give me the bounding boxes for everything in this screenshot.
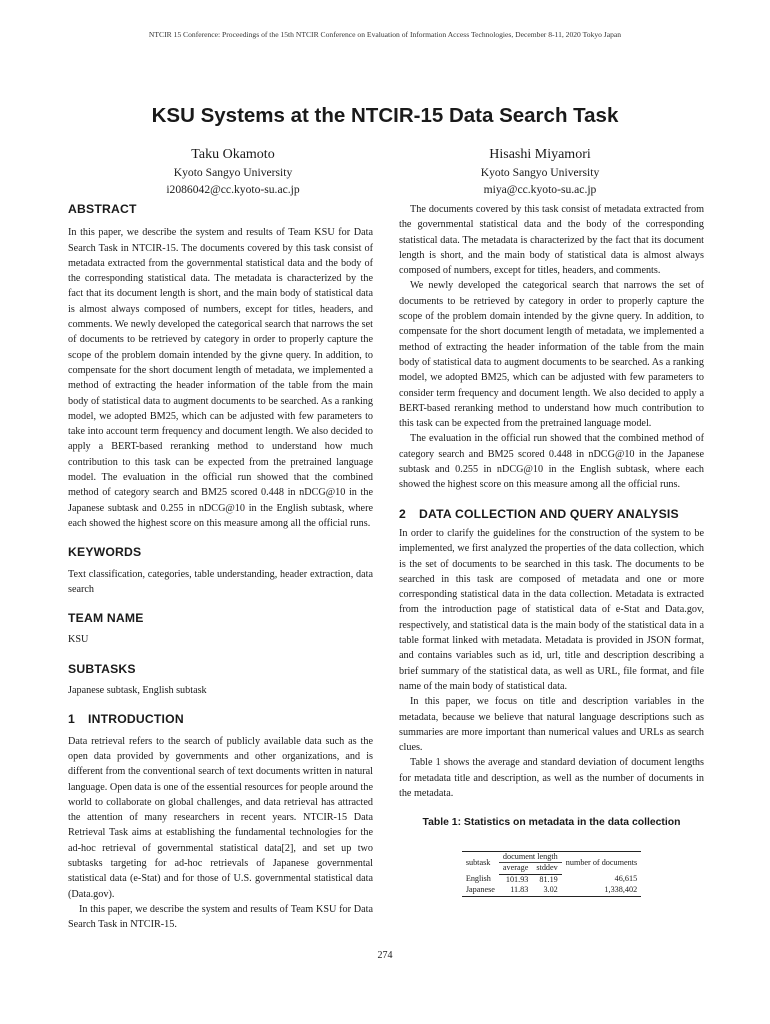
left-column <box>68 202 373 932</box>
running-header: NTCIR 15 Conference: Proceedings of the 15th NTCIR Conference on Evaluation of Information Access Technologies, December 8-11, 2020 Tokyo Japan <box>148 30 622 39</box>
team-name-heading: TEAM NAME <box>68 611 144 626</box>
introduction-paragraph: Data retrieval refers to the search of publicly available data such as the open data provided by governments and other organizations, and is different from the conventional search of text documents written in natural language. Open data is one of the essential resources for people around the world to collaborate on global challenges, and data retrieval has attracted the attention of many researchers in recent years. NTCIR-15 Data Retrieval Task aims at establishing the fundamental technologies for the ad-hoc retrieval of governmental statistical data[2], and set up two subtasks targeting for ad-hoc retrievals of Japanese governmental statistical data (e-Stat) and for those of U.S. governmental statistical data (Data.gov). <box>68 735 373 900</box>
table-cell-average: 101.93 <box>505 874 529 884</box>
author-name: Taku Okamoto <box>191 147 275 162</box>
abstract-text: In this paper, we describe the system and results of Team KSU for Data Search Task in NTCIR-15. The documents covered by this task consist of metadata extracted from the governmental statistical data and the body of the corresponding statistical data. The metadata is characterized by the fact that its document length is short, and the main body of statistical data is almost always composed of numbers, except for titles, headers, and comments. We newly developed the categorical search that narrows the set of documents to be retrieved by category in order to properly capture the scope of the problem domain intended by the givne query. In addition, to compensate for the short document length of metadata, we implemented a method of extracting the header information of the table from the main body of statistical data to augment documents to be searched. As a ranking model, we adopted BM25, which can be adjusted with few parameters to take into account term frequency and document length. We also decided to apply a BERT-based reranking method to understand how much contribution to this task can be expected from the pretrained language model. The evaluation in the official run showed that the combined method of category search and BM25 scored 0.448 in nDCG@10 in the Japanese subtask and 0.255 in nDCG@10 in the English subtask, where each showed the highest score on this measure among all the official runs. <box>68 227 373 529</box>
author-email: i2086042@cc.kyoto-su.ac.jp <box>166 183 300 196</box>
body-paragraph: Table 1 shows the average and standard deviation of document lengths for metadata title and description, as well as the number of documents in the metadata. <box>399 757 704 799</box>
author-name: Hisashi Miyamori <box>489 147 591 162</box>
table-header-document-length: document length <box>499 851 562 863</box>
table-row <box>462 885 641 896</box>
section-number: 2 <box>399 506 406 521</box>
body-paragraph: The documents covered by this task consist of metadata extracted from the governmental statistical data and the body of the corresponding statistical data. The metadata is characterized by the fact that its document length is short, and the main body of statistical data is almost always composed of numbers, except for titles, headers, and comments. <box>399 204 704 277</box>
table-row <box>462 874 641 885</box>
author-affiliation: Kyoto Sangyo University <box>480 166 600 179</box>
body-paragraph: In order to clarify the guidelines for the construction of the system to be implemented, we first analyzed the properties of the data collection, which is the set of documents to be searched in this task. The documents to be searched in this task are composed of metadata and one or more corresponding statistical data in the data collection. Metadata is extracted from the introduction page of statistical data of e-Stat and Data.gov, respectively, and statistical data is the main body of the statistical data in a table format linked with metadata. Metadata is provided in JSON format, and contains variables such as id, url, title and description describing a brief summary of the statistical data, as well as URL, file format, and file name of the main body of statistical data. <box>399 527 704 692</box>
section2-heading <box>399 507 704 522</box>
table-cell-average: 11.83 <box>499 885 532 896</box>
abstract-heading: ABSTRACT <box>68 202 137 216</box>
introduction-paragraph: In this paper, we describe the system and results of Team KSU for Data Search Task in NTCIR-15. <box>68 903 373 931</box>
subtasks-heading: SUBTASKS <box>68 661 136 676</box>
body-paragraph: In this paper, we focus on title and description variables in the metadata, because we believe that natural language descriptions such as summaries are more important than numerical values and URLs as search clues. <box>399 696 704 754</box>
page-number: 274 <box>377 950 393 961</box>
author-block-2 <box>390 146 690 198</box>
keywords-text: Text classification, categories, table understanding, header extraction, data search <box>68 568 373 595</box>
subtasks-text: Japanese subtask, English subtask <box>68 685 207 697</box>
body-paragraph: We newly developed the categorical search that narrows the set of documents to be retrieved by category in order to properly capture the scope of the problem domain intended by the givne query. In addition, to compensate for the short document length of metadata, we implemented a method of extracting the header information of the table from the main body of statistical data to augment documents to be searched. As a ranking model, we adopted BM25, which can be adjusted with few parameters to consider term frequency and document length. We also decided to apply a BERT-based reranking method to understand how much contribution to this task can be expected from the pretrained language model. <box>399 280 704 430</box>
table-cell-stddev: 3.02 <box>532 885 561 896</box>
table-cell-number: 1,338,402 <box>562 885 641 896</box>
table-cell-subtask: English <box>465 874 491 884</box>
table-caption: Table 1: Statistics on metadata in the data collection <box>422 817 681 829</box>
introduction-heading <box>68 712 373 727</box>
author-block-1 <box>83 146 383 198</box>
section-title: DATA COLLECTION AND QUERY ANALYSIS <box>419 506 679 521</box>
table-header-number-of-documents: number of documents <box>562 851 641 874</box>
paper-title: KSU Systems at the NTCIR-15 Data Search Task <box>151 104 619 127</box>
right-column <box>399 202 704 897</box>
keywords-heading: KEYWORDS <box>68 545 142 560</box>
statistics-table <box>462 851 641 897</box>
section-title: INTRODUCTION <box>88 712 184 727</box>
table-header-stddev: stddev <box>532 863 561 875</box>
table-cell-subtask: Japanese <box>462 885 499 896</box>
author-email: miya@cc.kyoto-su.ac.jp <box>483 183 597 196</box>
table-header-average: average <box>499 863 532 875</box>
table-cell-number: 46,615 <box>614 874 638 884</box>
section-number: 1 <box>68 712 75 727</box>
team-name-text: KSU <box>68 634 89 646</box>
body-paragraph: The evaluation in the official run showed that the combined method of category search and BM25 scored 0.448 in nDCG@10 in the Japanese subtask and 0.255 in nDCG@10 in the English subtask, where each showed the highest score on this measure among all the official runs. <box>399 433 704 491</box>
table-header-subtask: subtask <box>462 851 499 874</box>
author-affiliation: Kyoto Sangyo University <box>173 166 293 179</box>
table-cell-stddev: 81.19 <box>539 874 558 884</box>
